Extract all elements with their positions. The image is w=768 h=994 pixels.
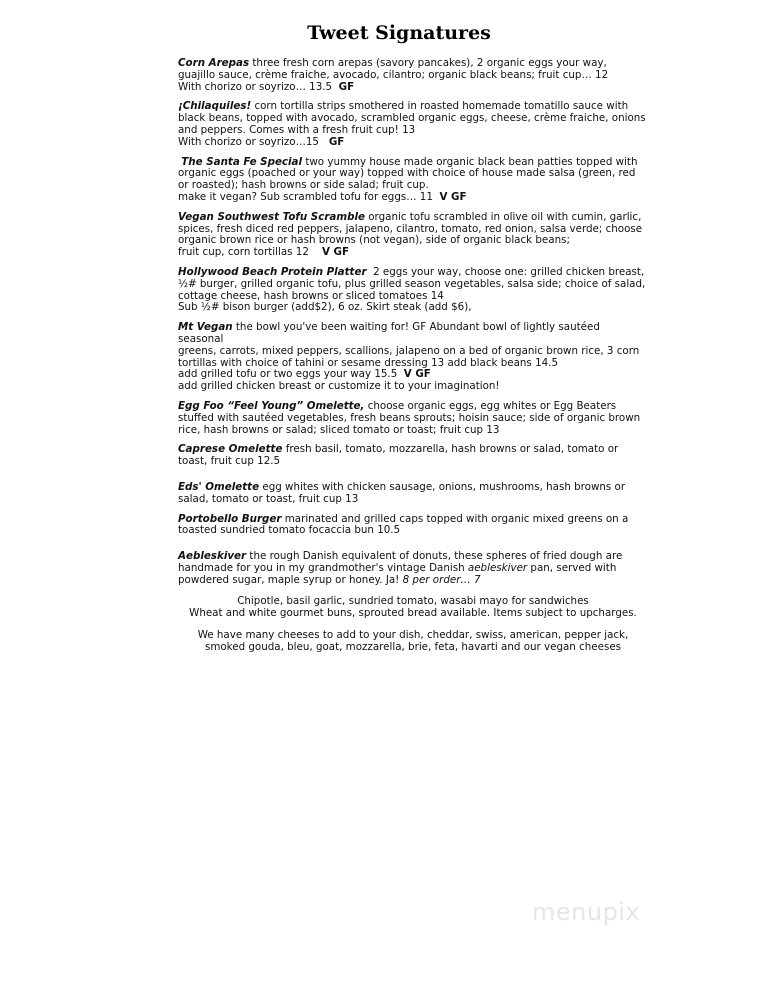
menu-item-egg-foo-feel-young-omelette xyxy=(178,401,648,436)
item-desc-line: two yummy house made organic black bean patties topped with xyxy=(305,155,638,168)
item-name: Caprese Omelette xyxy=(178,443,283,456)
cheese-notes xyxy=(178,630,648,654)
item-desc-line: fresh basil, tomato, mozzarella, hash browns or salad, tomato or xyxy=(285,443,619,456)
item-desc-line: or roasted); hash browns or side salad; fruit cup. xyxy=(178,179,429,192)
item-name: ¡Chilaquiles! xyxy=(178,100,252,113)
item-desc-line: greens, carrots, mixed peppers, scallions, jalapeno on a bed of organic brown rice, 3 corn xyxy=(178,344,640,357)
item-name: Eds' Omelette xyxy=(178,480,260,493)
page-title: Tweet Signatures xyxy=(307,22,491,44)
menu-item-hollywood-beach-protein-platter xyxy=(178,267,648,314)
item-desc-line: marinated and grilled caps topped with organic mixed greens on a xyxy=(284,512,629,525)
item-desc-line: guajillo sauce, crème fraiche, avocado, cilantro; organic black beans; fruit cup… 12 xyxy=(178,68,609,81)
menu-list xyxy=(178,58,648,654)
item-desc-line: the rough Danish equivalent of donuts, these spheres of fried dough are xyxy=(249,550,623,563)
cheese-note-line: smoked gouda, bleu, goat, mozzarella, brie, feta, havarti and our vegan cheeses xyxy=(204,640,622,653)
spreads-note: Chipotle, basil garlic, sundried tomato, wasabi mayo for sandwiches xyxy=(237,595,589,608)
item-desc-line: cottage cheese, hash browns or sliced tomatoes 14 xyxy=(178,289,444,302)
item-desc-line: egg whites with chicken sausage, onions, mushrooms, hash browns or xyxy=(262,480,626,493)
item-desc-line: With chorizo or soyrizo… 13.5 xyxy=(178,80,333,93)
menu-item-portobello-burger xyxy=(178,514,648,538)
diet-tag: V GF xyxy=(403,368,431,381)
item-name: The Santa Fe Special xyxy=(181,155,303,168)
item-name: Vegan Southwest Tofu Scramble xyxy=(178,210,365,223)
buns-note: Wheat and white gourmet buns, sprouted bread available. Items subject to upcharges. xyxy=(189,607,637,620)
menu-item-aebleskiver xyxy=(178,551,648,586)
item-desc-line: add grilled tofu or two eggs your way 15.5 xyxy=(178,368,398,381)
item-name: Mt Vegan xyxy=(178,321,233,334)
item-desc-line: handmade for you in my grandmother's vintage Danish xyxy=(178,561,468,574)
menu-item-chilaquiles xyxy=(178,101,648,148)
item-name: Corn Arepas xyxy=(178,57,250,69)
item-desc-line: organic tofu scrambled in olive oil with cumin, garlic, xyxy=(368,210,642,223)
menu-item-caprese-omelette xyxy=(178,444,648,468)
item-desc-line: Sub ½# bison burger (add$2), 6 oz. Skirt steak (add $6), xyxy=(178,301,472,314)
item-desc-line: spices, fresh diced red peppers, jalapeno, cilantro, tomato, red onion, salsa verde; choose xyxy=(178,222,643,235)
diet-tag: V GF xyxy=(439,190,467,203)
cheese-note-line: We have many cheeses to add to your dish, cheddar, swiss, american, pepper jack, xyxy=(197,629,629,642)
menupix-watermark: menupix xyxy=(532,898,641,926)
item-desc-line: powdered sugar, maple syrup or honey. Ja! xyxy=(178,573,403,586)
item-desc-line: organic eggs (poached or your way) topped with choice of house made salsa (green, red xyxy=(178,167,636,180)
item-desc-line: ½# burger, grilled organic tofu, plus grilled season vegetables, salsa side; choice of salad, xyxy=(178,277,646,290)
item-desc-line: tortillas with choice of tahini or sesame dressing 13 add black beans 14.5 xyxy=(178,356,558,369)
diet-tag: GF xyxy=(328,135,345,148)
item-desc-line: 2 eggs your way, choose one: grilled chicken breast, xyxy=(373,265,645,278)
item-desc-line: black beans, topped with avocado, scrambled organic eggs, cheese, crème fraiche, onions xyxy=(178,112,646,125)
item-name: Aebleskiver xyxy=(178,550,247,563)
item-desc-line: rice, hash browns or salad; sliced tomato or toast; fruit cup 13 xyxy=(178,423,500,436)
item-desc-line: salad, tomato or toast, fruit cup 13 xyxy=(178,492,359,505)
item-desc-line: toasted sundried tomato focaccia bun 10.5 xyxy=(178,524,401,537)
menu-item-santa-fe-special xyxy=(178,157,648,204)
item-desc-line: the bowl you've been waiting for! GF Abundant bowl of lightly sautéed seasonal xyxy=(178,321,600,345)
menu-item-eds-omelette xyxy=(178,482,648,506)
item-desc-line: stuffed with sautéed vegetables, fresh beans sprouts; hoisin sauce; side of organic brown xyxy=(178,411,641,424)
menu-item-corn-arepas xyxy=(178,58,648,93)
item-desc-line: add grilled chicken breast or customize it to your imagination! xyxy=(178,380,500,393)
item-desc-line: pan, served with xyxy=(527,561,617,574)
diet-tag: V GF xyxy=(321,246,350,259)
italic-word: aebleskiver xyxy=(467,561,528,574)
item-name: Portobello Burger xyxy=(178,512,282,525)
item-desc-line: choose organic eggs, egg whites or Egg Beaters xyxy=(367,399,617,412)
item-name: Hollywood Beach Protein Platter xyxy=(178,265,367,278)
item-name: Egg Foo “Feel Young” Omelette, xyxy=(178,399,365,412)
item-desc-line: make it vegan? Sub scrambled tofu for eggs… 11 xyxy=(178,190,433,203)
item-desc-line: fruit cup, corn tortillas 12 xyxy=(178,246,309,259)
item-desc-line: corn tortilla strips smothered in roasted homemade tomatillo sauce with xyxy=(254,100,629,113)
item-desc-line: With chorizo or soyrizo…15 xyxy=(178,135,319,148)
sandwich-notes xyxy=(178,596,648,620)
menu-item-mt-vegan xyxy=(178,322,648,393)
diet-tag: GF xyxy=(338,80,355,93)
menu-item-vegan-southwest-tofu-scramble xyxy=(178,212,648,259)
item-desc-line: and peppers. Comes with a fresh fruit cup! 13 xyxy=(178,123,416,136)
item-desc-line: toast, fruit cup 12.5 xyxy=(178,455,281,468)
item-desc-line: organic brown rice or hash browns (not vegan), side of organic black beans; xyxy=(178,234,570,247)
item-desc-line: three fresh corn arepas (savory pancakes), 2 organic eggs your way, xyxy=(252,57,607,69)
item-price: 8 per order… 7 xyxy=(402,573,481,586)
